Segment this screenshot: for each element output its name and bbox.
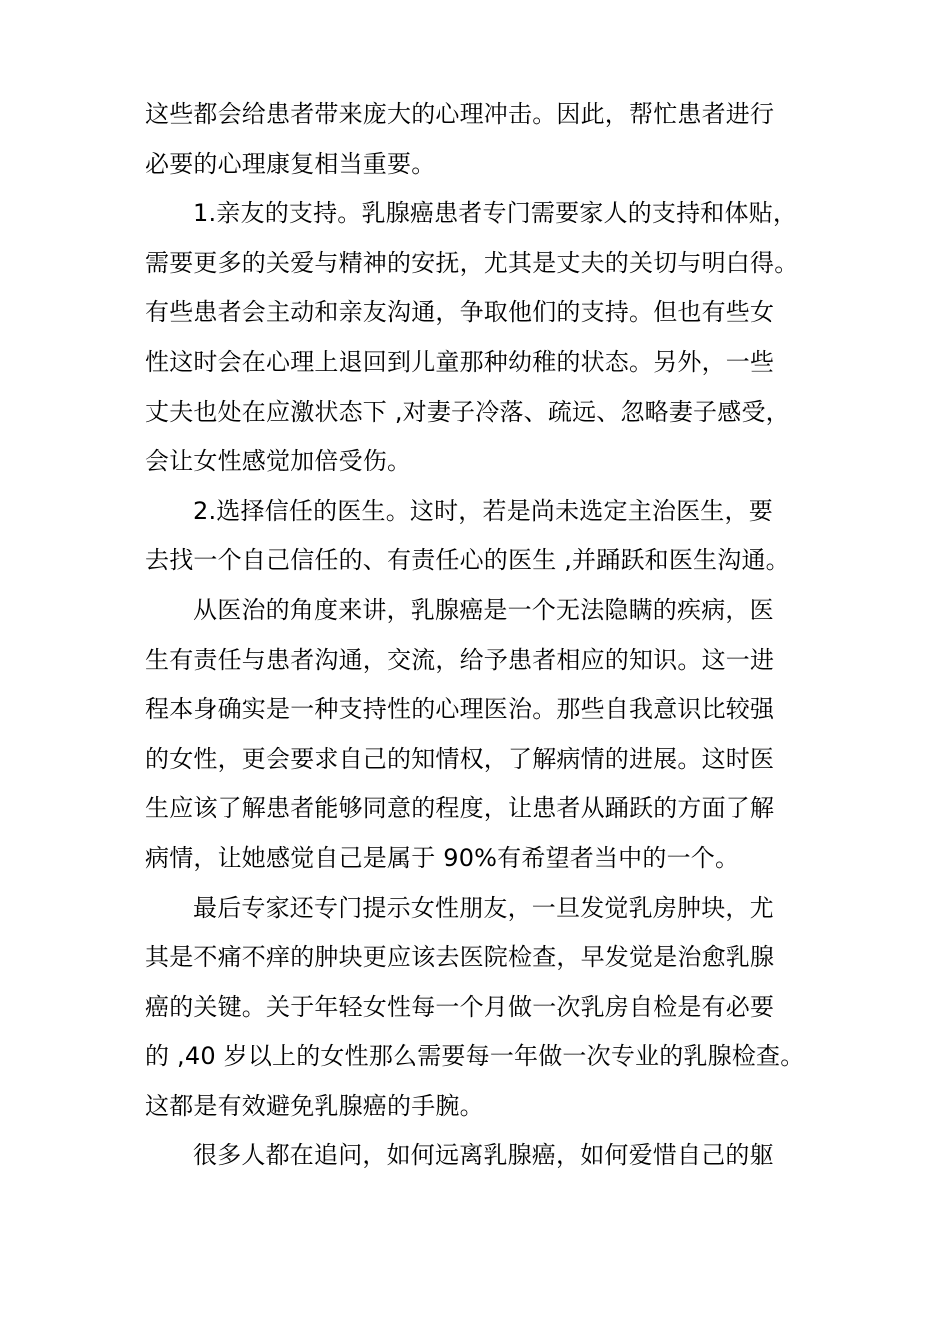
paragraph-start-line: 1.亲友的支持。乳腺癌患者专门需要家人的支持和体贴，	[193, 199, 798, 228]
text-line: 的女性，更会要求自己的知情权，了解病情的进展。这时医	[145, 744, 775, 773]
text-line: 这些都会给患者带来庞大的心理冲击。因此，帮忙患者进行	[145, 100, 775, 128]
paragraph-start-line: 从医治的角度来讲，乳腺癌是一个无法隐瞒的疾病，医	[193, 595, 774, 624]
paragraph-start-line: 最后专家还专门提示女性朋友，一旦发觉乳房肿块，尤	[193, 893, 774, 922]
text-line: 这都是有效避免乳腺癌的手腕。	[145, 1091, 484, 1120]
text-line: 需要更多的关爱与精神的安抚，尤其是丈夫的关切与明白得。	[145, 248, 799, 277]
text-line: 丈夫也处在应激状态下 ,对妻子冷落、疏远、忽略妻子感受，	[145, 397, 790, 426]
document-body	[145, 90, 810, 1181]
text-line: 癌的关键。关于年轻女性每一个月做一次乳房自检是有必要	[145, 992, 775, 1021]
text-line: 生有责任与患者沟通，交流，给予患者相应的知识。这一进	[145, 645, 775, 674]
text-line: 病情，让她感觉自己是属于 90%有希望者当中的一个。	[145, 843, 740, 872]
text-line: 生应该了解患者能够同意的程度，让患者从踊跃的方面了解	[145, 794, 775, 823]
text-line: 的 ,40 岁以上的女性那么需要每一年做一次专业的乳腺检查。	[145, 1042, 805, 1071]
text-line: 必要的心理康复相当重要。	[145, 149, 436, 178]
paragraph-start-line: 很多人都在追问，如何远离乳腺癌，如何爱惜自己的躯	[193, 1141, 774, 1170]
paragraph-start-line: 2.选择信任的医生。这时，若是尚未选定主治医生，要	[193, 496, 773, 525]
text-line: 性这时会在心理上退回到儿童那种幼稚的状态。另外，一些	[145, 347, 775, 376]
text-line: 会让女性感觉加倍受伤。	[145, 447, 412, 476]
text-line: 程本身确实是一种支持性的心理医治。那些自我意识比较强	[145, 695, 775, 724]
text-line: 有些患者会主动和亲友沟通，争取他们的支持。但也有些女	[145, 298, 775, 327]
text-line: 其是不痛不痒的肿块更应该去医院检查，早发觉是治愈乳腺	[145, 943, 775, 972]
text-line: 去找一个自己信任的、有责任心的医生 ,并踊跃和医生沟通。	[145, 546, 790, 575]
